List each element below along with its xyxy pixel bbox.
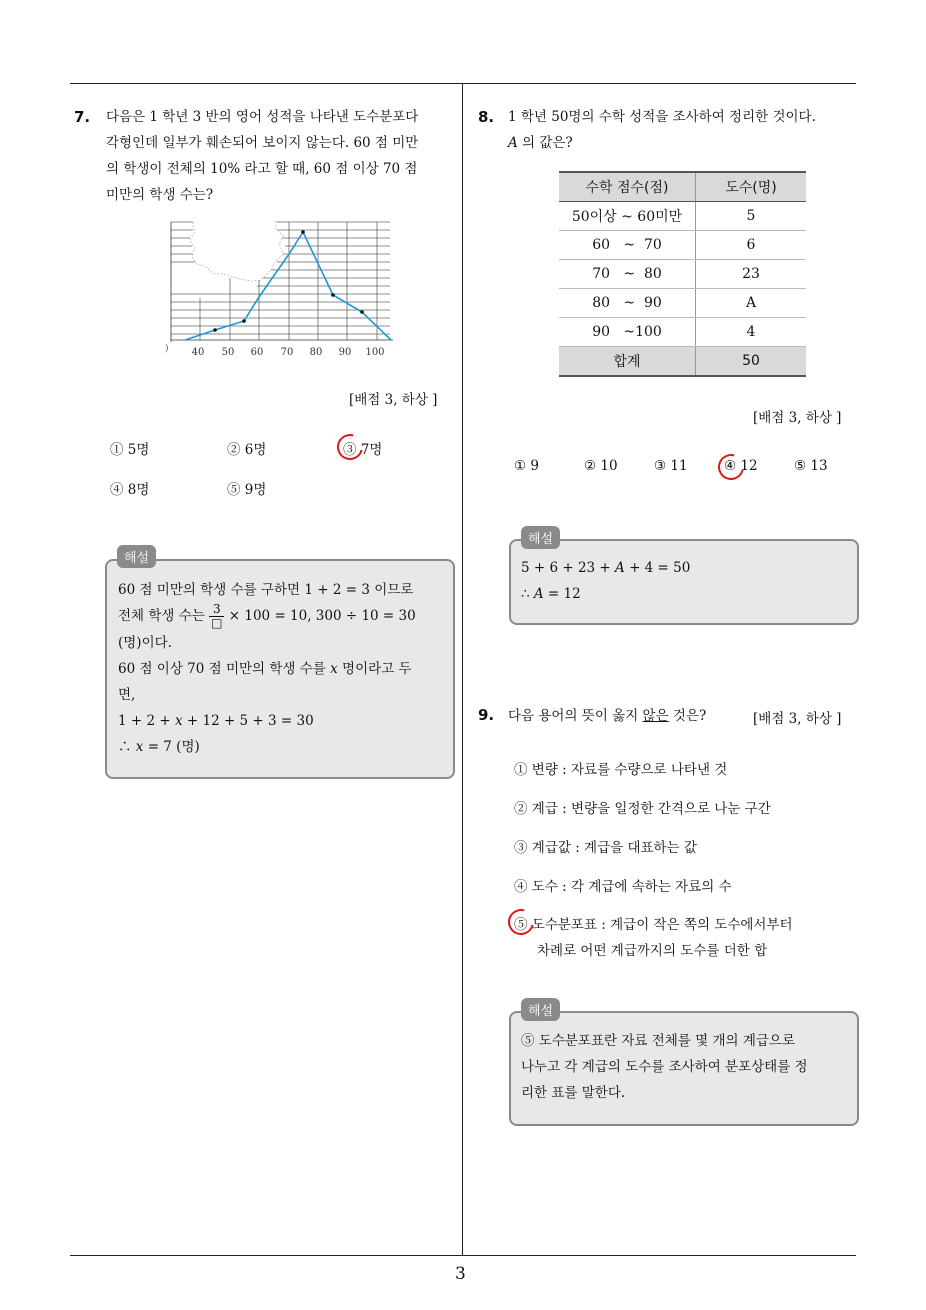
q9-number: 9. [478, 706, 495, 724]
q9-text: 것은? [668, 708, 707, 724]
q8-solution-tag: 해설 [521, 526, 560, 549]
top-rule [70, 83, 856, 84]
q8-solution [521, 555, 851, 607]
q7-origin-label: ) [165, 344, 169, 354]
table-cell: 23 [696, 260, 807, 289]
q8-choice-1[interactable]: ① 9 [514, 458, 539, 474]
q7-line: 각형인데 일부가 훼손되어 보이지 않는다. 60 점 미만 [106, 135, 419, 151]
q8-number: 8. [478, 108, 495, 126]
column-divider [462, 83, 463, 1255]
q7-x-tick: 40 [191, 347, 205, 358]
q7-solution-text: × 100 = 10, 300 ÷ 10 = 30 [228, 608, 416, 624]
q9-choice-3[interactable]: ③ 계급값 : 계급을 대표하는 값 [514, 840, 697, 856]
q8-frequency-table [559, 171, 806, 377]
table-row [559, 202, 806, 231]
q7-line: 미만의 학생 수는? [106, 187, 214, 203]
q9-solution [521, 1028, 851, 1106]
table-cell: 80 ~ 90 [559, 289, 696, 318]
q9-solution-tag: 해설 [521, 998, 560, 1021]
q9-solution-line: ⑤ 도수분포표란 자료 전체를 몇 개의 계급으로 [521, 1033, 795, 1049]
q9-choice-4[interactable]: ④ 도수 : 각 계급에 속하는 자료의 수 [514, 879, 732, 895]
q7-solution-fraction [209, 603, 224, 630]
table-row [559, 318, 806, 347]
table-cell: 70 ~ 80 [559, 260, 696, 289]
q7-choice-5[interactable]: ⑤ 9명 [227, 482, 267, 498]
q7-line: 의 학생이 전체의 10% 라고 할 때, 60 점 이상 70 점 [106, 161, 418, 177]
q8-choice-4[interactable]: ④ 12 [724, 458, 758, 474]
table-header-row [559, 172, 806, 202]
q9-solution-line: 나누고 각 계급의 도수를 조사하여 분포상태를 정 [521, 1059, 808, 1075]
q8-line: 𝐴 의 값은? [508, 135, 573, 151]
q7-x-tick: 90 [338, 347, 352, 358]
q9-text-underlined: 않은 [642, 708, 669, 724]
q7-solution-text: 전체 학생 수는 [118, 608, 205, 624]
q7-solution-line: 1 + 2 + 𝑥 + 12 + 5 + 3 = 30 [118, 713, 314, 729]
q7-x-tick: 100 [365, 347, 385, 358]
q7-solution-line: 60 점 미만의 학생 수를 구하면 1 + 2 = 3 이므로 [118, 582, 414, 598]
q8-choice-5[interactable]: ⑤ 13 [794, 458, 828, 474]
q8-score: [배점 3, 하상 ] [753, 410, 842, 426]
q8-answer-circle [713, 449, 749, 485]
table-row [559, 260, 806, 289]
q7-x-tick: 50 [221, 347, 235, 358]
q7-solution-line: 면, [118, 687, 136, 703]
table-cell: 4 [696, 318, 807, 347]
q7-score: [배점 3, 하상 ] [349, 392, 438, 408]
bottom-rule [70, 1255, 856, 1256]
q9-choice-1[interactable]: ① 변량 : 자료를 수량으로 나타낸 것 [514, 762, 728, 778]
table-cell: A [696, 289, 807, 318]
q7-x-tick: 70 [280, 347, 294, 358]
q7-x-tick: 80 [309, 347, 323, 358]
q7-choice-2[interactable]: ② 6명 [227, 442, 267, 458]
q7-solution-tag: 해설 [117, 545, 156, 568]
q7-solution-line: (명)이다. [118, 635, 172, 651]
q8-choice-3[interactable]: ③ 11 [654, 458, 688, 474]
q7-question [106, 104, 456, 208]
q7-frequency-polygon [165, 218, 405, 363]
q7-solution-line: 60 점 이상 70 점 미만의 학생 수를 𝑥 명이라고 두 [118, 661, 412, 677]
q7-choice-1[interactable]: ① 5명 [110, 442, 150, 458]
page-number: 3 [455, 1264, 466, 1284]
table-cell: 60 ~ 70 [559, 231, 696, 260]
fraction-denominator: □ [211, 616, 223, 630]
q7-answer-circle [332, 429, 368, 465]
table-header: 수학 점수(점) [559, 172, 696, 202]
q8-solution-line: ∴ 𝐴 = 12 [521, 586, 581, 602]
table-total-row [559, 347, 806, 377]
q9-text: 다음 용어의 뜻이 옳지 [508, 708, 643, 724]
q7-choice-4[interactable]: ④ 8명 [110, 482, 150, 498]
q9-question [508, 703, 706, 729]
table-row [559, 231, 806, 260]
q8-choice-2[interactable]: ② 10 [584, 458, 618, 474]
q8-solution-line: 5 + 6 + 23 + 𝐴 + 4 = 50 [521, 560, 691, 576]
table-cell: 6 [696, 231, 807, 260]
q9-choice-5[interactable]: ⑤ 도수분포표 : 계급이 작은 쪽의 도수에서부터 [514, 917, 793, 933]
table-cell: 50 [696, 347, 807, 377]
fraction-numerator: 3 [209, 603, 224, 617]
q7-solution [118, 577, 448, 760]
q8-line: 1 학년 50명의 수학 성적을 조사하여 정리한 것이다. [508, 109, 816, 125]
q9-solution-line: 리한 표를 말한다. [521, 1085, 626, 1101]
q7-number: 7. [74, 108, 91, 126]
q7-choice-3[interactable]: ③ 7명 [343, 442, 383, 458]
q9-choice-5-cont: 차례로 어떤 계급까지의 도수를 더한 합 [537, 943, 768, 959]
table-cell: 합계 [559, 347, 696, 377]
table-header: 도수(명) [696, 172, 807, 202]
q9-score: [배점 3, 하상 ] [753, 711, 842, 727]
q9-choice-2[interactable]: ② 계급 : 변량을 일정한 간격으로 나눈 구간 [514, 801, 771, 817]
q7-line: 다음은 1 학년 3 반의 영어 성적을 나타낸 도수분포다 [106, 109, 419, 125]
table-cell: 50이상 ~ 60미만 [559, 202, 696, 231]
q7-solution-line: ∴ 𝑥 = 7 (명) [118, 739, 200, 755]
q9-answer-circle [503, 904, 539, 940]
q7-solution-line [118, 603, 448, 630]
q7-x-tick: 60 [250, 347, 264, 358]
q8-question [508, 104, 858, 156]
table-row [559, 289, 806, 318]
table-cell: 90 ~100 [559, 318, 696, 347]
table-cell: 5 [696, 202, 807, 231]
